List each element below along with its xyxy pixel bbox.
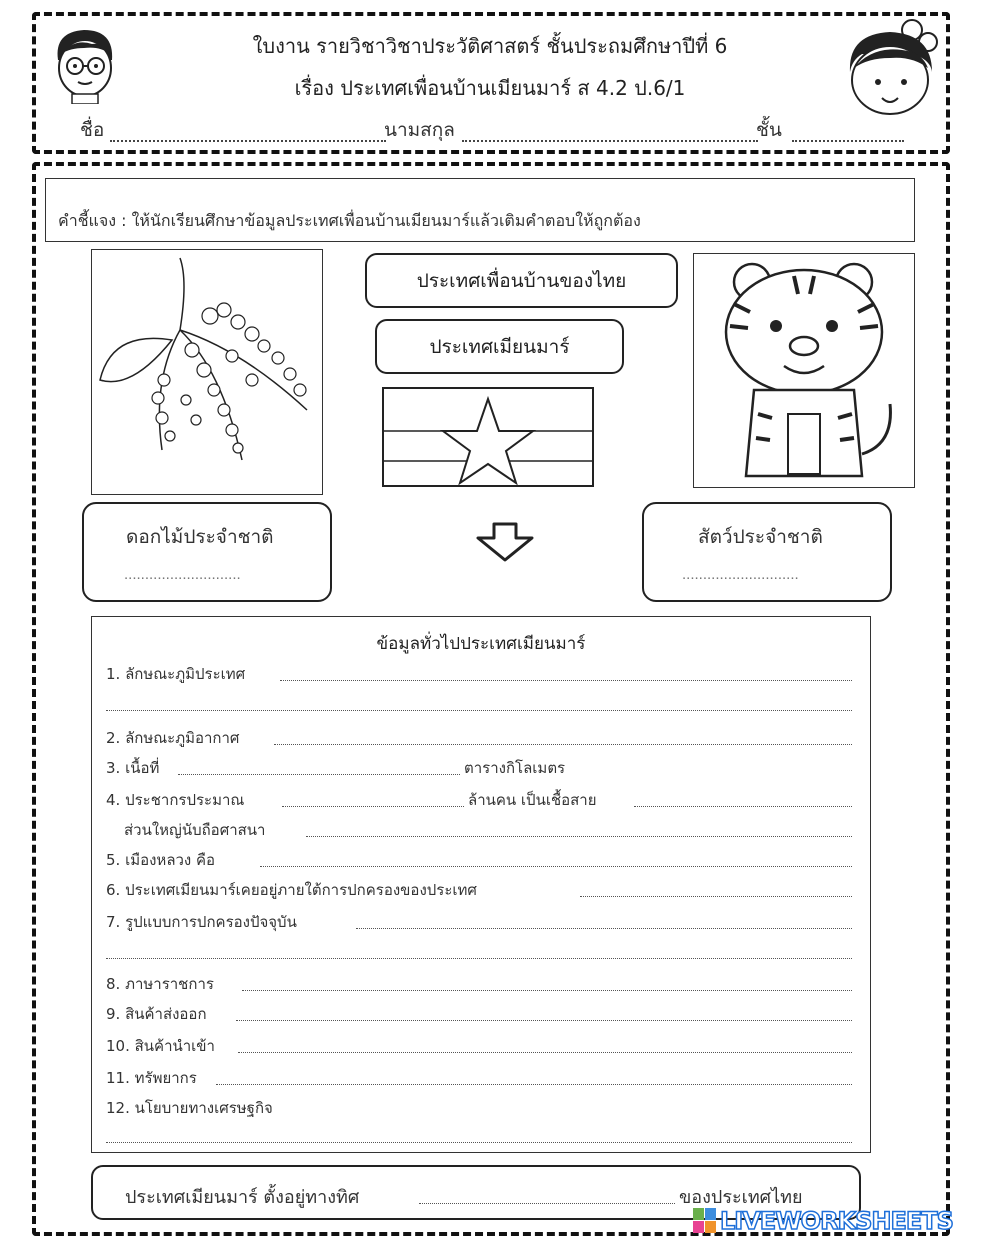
answer-3[interactable] xyxy=(178,774,460,775)
instruction-text: คำชี้แจง : ให้นักเรียนศึกษาข้อมูลประเทศเพื่อนบ้านเมียนมาร์แล้วเติมคำตอบให้ถูกต้อง xyxy=(58,211,641,230)
info-title: ข้อมูลทั่วไปประเทศเมียนมาร์ xyxy=(376,634,586,654)
padauk-flower-icon xyxy=(92,250,322,494)
answer-4a[interactable] xyxy=(282,806,464,807)
name-input[interactable] xyxy=(110,116,386,142)
down-arrow-icon xyxy=(474,522,536,562)
class-label: ชั้น xyxy=(756,119,782,141)
question-10: 10. สินค้านำเข้า xyxy=(106,1037,215,1055)
liveworksheets-logo xyxy=(692,1206,953,1236)
flower-image-frame xyxy=(91,249,323,495)
answer-7[interactable] xyxy=(356,928,852,929)
flower-answer-input[interactable] xyxy=(122,562,298,586)
question-9: 9. สินค้าส่งออก xyxy=(106,1005,207,1023)
answer-7b[interactable] xyxy=(106,958,852,959)
answer-11[interactable] xyxy=(216,1084,852,1085)
direction-right-text: ของประเทศไทย xyxy=(679,1187,803,1208)
answer-8[interactable] xyxy=(242,990,852,991)
answer-4b[interactable] xyxy=(634,806,852,807)
question-12: 12. นโยบายทางเศรษฐกิจ xyxy=(106,1099,273,1117)
question-5: 5. เมืองหลวง คือ xyxy=(106,851,216,869)
question-3: 3. เนื้อที่ xyxy=(106,759,160,777)
direction-left-text: ประเทศเมียนมาร์ ตั้งอยู่ทางทิศ xyxy=(125,1187,360,1208)
animal-answer-box xyxy=(642,502,892,602)
question-2: 2. ลักษณะภูมิอากาศ xyxy=(106,729,240,747)
question-4-mid: ล้านคน เป็นเชื้อสาย xyxy=(468,791,597,809)
name-label: ชื่อ xyxy=(80,119,105,141)
class-input[interactable] xyxy=(792,116,904,142)
myanmar-flag-icon xyxy=(382,387,594,487)
answer-5[interactable] xyxy=(260,866,852,867)
neighbor-label-box: ประเทศเพื่อนบ้านของไทย xyxy=(365,253,678,308)
country-label-box: ประเทศเมียนมาร์ xyxy=(375,319,624,374)
surname-input[interactable] xyxy=(462,116,758,142)
answer-1[interactable] xyxy=(280,680,852,681)
answer-9[interactable] xyxy=(236,1020,852,1021)
answer-12[interactable] xyxy=(106,1142,852,1143)
flower-answer-box xyxy=(82,502,332,602)
flower-title: ดอกไม้ประจำชาติ xyxy=(126,526,274,548)
answer-2[interactable] xyxy=(274,744,852,745)
question-8: 8. ภาษาราชการ xyxy=(106,975,214,993)
question-3-unit: ตารางกิโลเมตร xyxy=(464,759,566,777)
question-4b: ส่วนใหญ่นับถือศาสนา xyxy=(124,821,266,839)
direction-answer[interactable] xyxy=(419,1203,675,1204)
worksheet-title: ใบงาน รายวิชาวิชาประวัติศาสตร์ ชั้นประถมศึกษาปีที่ 6 xyxy=(252,34,728,58)
question-11: 11. ทรัพยากร xyxy=(106,1069,197,1087)
question-7: 7. รูปแบบการปกครองปัจจุบัน xyxy=(106,913,297,931)
surname-label: นามสกุล xyxy=(384,119,455,141)
worksheet-subtitle: เรื่อง ประเทศเพื่อนบ้านเมียนมาร์ ส 4.2 ป.6/1 xyxy=(294,76,686,100)
answer-4c[interactable] xyxy=(306,836,852,837)
instruction-box xyxy=(45,178,915,242)
tiger-image-frame xyxy=(693,253,915,488)
answer-10[interactable] xyxy=(238,1052,852,1053)
liveworksheets-logo-icon xyxy=(692,1206,718,1236)
question-1: 1. ลักษณะภูมิประเทศ xyxy=(106,665,246,683)
question-4: 4. ประชากรประมาณ xyxy=(106,791,245,809)
animal-title: สัตว์ประจำชาติ xyxy=(698,526,823,548)
watermark-text: LIVEWORKSHEETS xyxy=(720,1207,953,1235)
question-6: 6. ประเทศเมียนมาร์เคยอยู่ภายใต้การปกครองของประเทศ xyxy=(106,881,477,899)
answer-6[interactable] xyxy=(580,896,852,897)
animal-answer-input[interactable] xyxy=(680,562,860,586)
tiger-cartoon-icon xyxy=(694,254,914,487)
answer-1b[interactable] xyxy=(106,710,852,711)
